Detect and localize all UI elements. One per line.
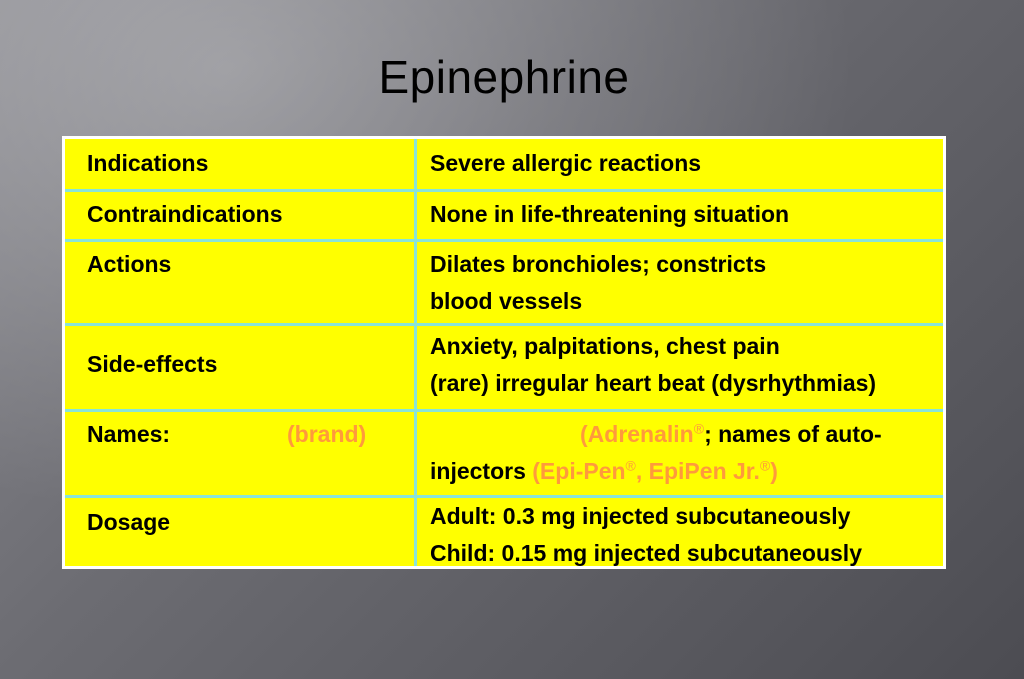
adrenalin-brand: (Adrenalin bbox=[580, 421, 694, 447]
side-effects-label: Side-effects bbox=[87, 351, 218, 377]
brand-tag: (brand) bbox=[287, 421, 367, 447]
row-label-cell bbox=[65, 246, 414, 323]
row-label-cell bbox=[65, 328, 414, 409]
row-value-cell bbox=[414, 416, 943, 495]
epipen-jr-brand: , EpiPen Jr. bbox=[635, 458, 760, 484]
indications-label: Indications bbox=[87, 150, 209, 176]
table-body bbox=[65, 139, 943, 566]
actions-value-line2: blood vessels bbox=[430, 288, 583, 314]
table-row bbox=[65, 139, 943, 189]
contraindications-value: None in life-threatening situation bbox=[430, 201, 790, 227]
dosage-value-line1: Adult: 0.3 mg injected subcutaneously bbox=[430, 503, 851, 529]
row-label-cell bbox=[65, 145, 414, 189]
dosage-value-line2: Child: 0.15 mg injected subcutaneously bbox=[430, 540, 862, 566]
slide-title: Epinephrine bbox=[378, 51, 630, 103]
table-row bbox=[65, 189, 943, 239]
row-value-cell bbox=[414, 145, 943, 189]
registered-mark: ® bbox=[759, 457, 771, 474]
table-row bbox=[65, 239, 943, 323]
names-tail: ; names of auto- bbox=[704, 421, 882, 447]
side-effects-value-line2: (rare) irregular heart beat (dysrhythmias) bbox=[430, 370, 877, 396]
row-label-cell bbox=[65, 196, 414, 239]
epipen-brand: (Epi-Pen bbox=[532, 458, 626, 484]
injectors-prefix: injectors bbox=[430, 458, 533, 484]
table-row bbox=[65, 495, 943, 566]
row-value-cell bbox=[414, 498, 943, 566]
side-effects-value-line1: Anxiety, palpitations, chest pain bbox=[430, 333, 780, 359]
dosage-label: Dosage bbox=[87, 509, 171, 535]
names-value-line2 bbox=[430, 453, 943, 490]
actions-label: Actions bbox=[87, 251, 172, 277]
names-value-line1 bbox=[430, 416, 943, 453]
registered-mark: ® bbox=[693, 420, 705, 437]
contraindications-label: Contraindications bbox=[87, 201, 283, 227]
row-label-cell bbox=[65, 498, 414, 566]
row-label-cell bbox=[65, 416, 414, 495]
table-row bbox=[65, 409, 943, 495]
row-value-cell bbox=[414, 328, 943, 409]
close-paren: ) bbox=[770, 458, 778, 484]
epinephrine-table bbox=[62, 136, 946, 569]
registered-mark: ® bbox=[625, 457, 636, 474]
indications-value: Severe allergic reactions bbox=[430, 150, 702, 176]
column-divider bbox=[414, 139, 417, 566]
actions-value-line1: Dilates bronchioles; constricts bbox=[430, 251, 767, 277]
names-label: Names: bbox=[87, 421, 171, 447]
row-value-cell bbox=[414, 246, 943, 323]
table-row bbox=[65, 323, 943, 409]
row-value-cell bbox=[414, 196, 943, 239]
